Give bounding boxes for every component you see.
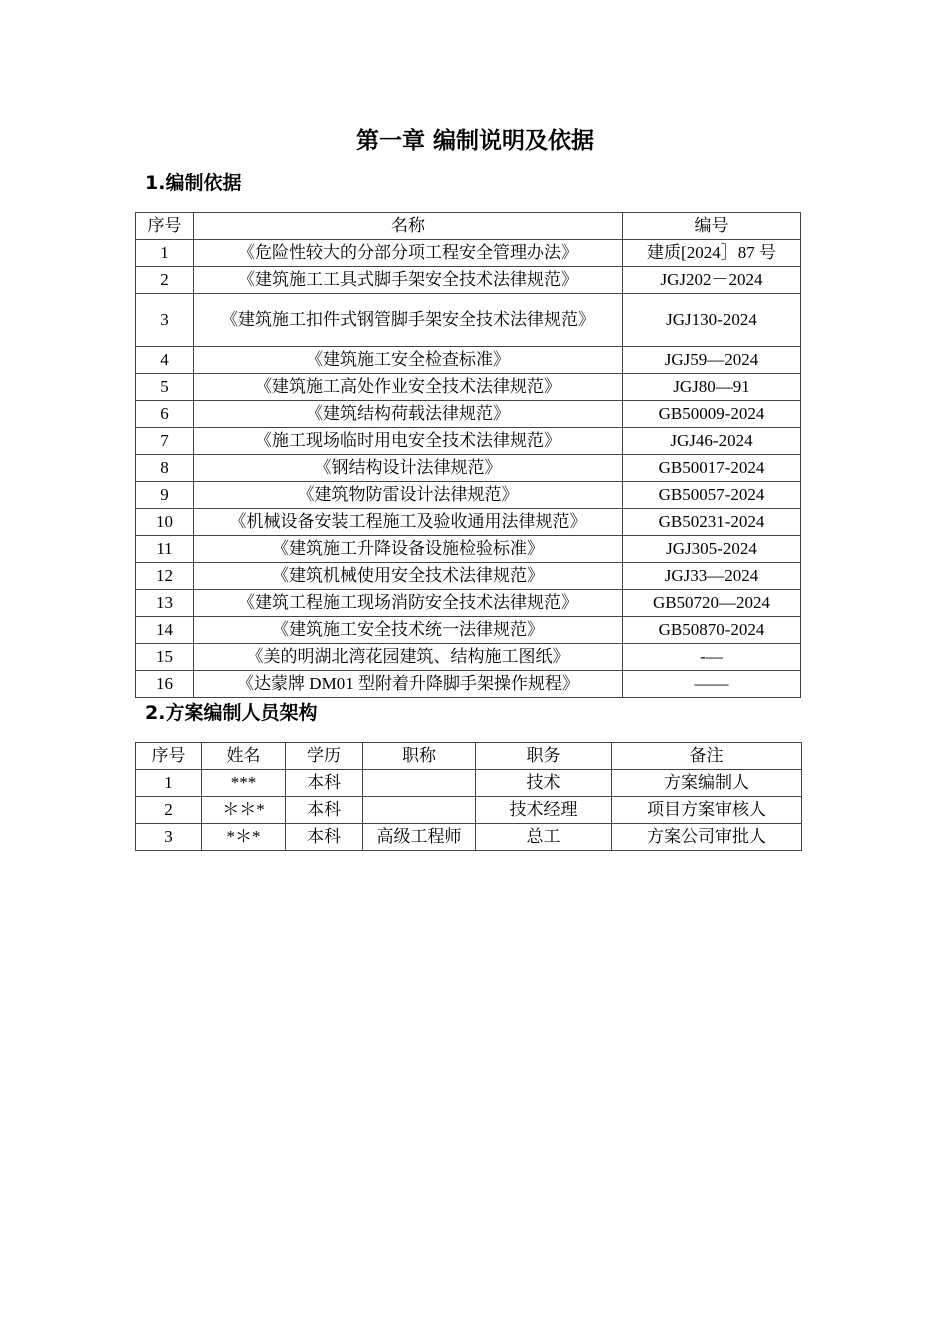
staff-table-cell — [363, 797, 476, 824]
basis-table-cell: GB50720—2024 — [623, 590, 801, 617]
section-heading-basis: 1.编制依据 — [145, 172, 242, 194]
basis-table-cell: 《建筑施工工具式脚手架安全技术法律规范》 — [194, 267, 623, 294]
basis-table-row — [136, 590, 801, 617]
basis-table-cell: 3 — [136, 294, 194, 347]
basis-table-row — [136, 536, 801, 563]
basis-table-cell: 7 — [136, 428, 194, 455]
staff-column-header: 备注 — [612, 743, 802, 770]
basis-table-cell: JGJ202－2024 — [623, 267, 801, 294]
staff-column-header: 职称 — [363, 743, 476, 770]
basis-table-cell: 建质[2024］87 号 — [623, 240, 801, 267]
staff-table-cell: 总工 — [476, 824, 612, 851]
staff-table-cell: 1 — [136, 770, 202, 797]
basis-table-cell: 《建筑施工安全检查标准》 — [194, 347, 623, 374]
staff-header-row — [136, 743, 802, 770]
staff-table-cell: 技术经理 — [476, 797, 612, 824]
staff-table-cell: *** — [202, 770, 286, 797]
staff-table-cell: 方案公司审批人 — [612, 824, 802, 851]
basis-table-row — [136, 294, 801, 347]
staff-table-cell: 本科 — [286, 824, 363, 851]
basis-table-cell: 《建筑施工安全技术统一法律规范》 — [194, 617, 623, 644]
staff-table-row — [136, 824, 802, 851]
staff-table-row — [136, 797, 802, 824]
basis-table-row — [136, 617, 801, 644]
basis-table-cell: 《建筑机械使用安全技术法律规范》 — [194, 563, 623, 590]
staff-table-cell: 高级工程师 — [363, 824, 476, 851]
staff-table — [135, 742, 802, 851]
basis-table-row — [136, 455, 801, 482]
section-heading-staff: 2.方案编制人员架构 — [145, 702, 318, 724]
staff-table-cell: ＊＊* — [202, 797, 286, 824]
basis-table-cell: 2 — [136, 267, 194, 294]
basis-table-cell: 9 — [136, 482, 194, 509]
staff-table-cell — [363, 770, 476, 797]
staff-column-header: 职务 — [476, 743, 612, 770]
staff-table-cell: 技术 — [476, 770, 612, 797]
basis-table-cell: GB50017-2024 — [623, 455, 801, 482]
basis-table-cell: 8 — [136, 455, 194, 482]
staff-column-header: 学历 — [286, 743, 363, 770]
staff-table-cell: 本科 — [286, 797, 363, 824]
basis-table-cell: JGJ46-2024 — [623, 428, 801, 455]
basis-table-cell: 《建筑结构荷载法律规范》 — [194, 401, 623, 428]
basis-table-row — [136, 428, 801, 455]
basis-table-row — [136, 374, 801, 401]
basis-column-header: 编号 — [623, 213, 801, 240]
basis-table-cell: 《机械设备安装工程施工及验收通用法律规范》 — [194, 509, 623, 536]
basis-table-cell: 《施工现场临时用电安全技术法律规范》 — [194, 428, 623, 455]
staff-table-cell: *＊* — [202, 824, 286, 851]
basis-table-cell: —— — [623, 671, 801, 698]
basis-table-row — [136, 563, 801, 590]
basis-table-cell: 14 — [136, 617, 194, 644]
basis-table-cell: 5 — [136, 374, 194, 401]
basis-table-cell: 《建筑工程施工现场消防安全技术法律规范》 — [194, 590, 623, 617]
basis-table-row — [136, 671, 801, 698]
basis-column-header: 名称 — [194, 213, 623, 240]
basis-table-cell: 《达蒙牌 DM01 型附着升降脚手架操作规程》 — [194, 671, 623, 698]
staff-table-cell: 3 — [136, 824, 202, 851]
basis-table-cell: JGJ80—91 — [623, 374, 801, 401]
basis-table-cell: 13 — [136, 590, 194, 617]
basis-table-cell: -— — [623, 644, 801, 671]
staff-table-cell: 本科 — [286, 770, 363, 797]
basis-table-cell: 《危险性较大的分部分项工程安全管理办法》 — [194, 240, 623, 267]
basis-table-cell: 16 — [136, 671, 194, 698]
staff-table-cell: 方案编制人 — [612, 770, 802, 797]
basis-table-cell: 15 — [136, 644, 194, 671]
basis-table-cell: 《美的明湖北湾花园建筑、结构施工图纸》 — [194, 644, 623, 671]
basis-table-cell: GB50870-2024 — [623, 617, 801, 644]
basis-table-cell: 6 — [136, 401, 194, 428]
basis-table-cell: GB50057-2024 — [623, 482, 801, 509]
page-title: 第一章 编制说明及依据 — [355, 128, 594, 154]
staff-table-cell: 2 — [136, 797, 202, 824]
basis-table-cell: GB50231-2024 — [623, 509, 801, 536]
staff-table-row — [136, 770, 802, 797]
basis-table-cell: JGJ130-2024 — [623, 294, 801, 347]
basis-table-row — [136, 401, 801, 428]
basis-table-cell: 10 — [136, 509, 194, 536]
basis-table-cell: 《建筑施工升降设备设施检验标准》 — [194, 536, 623, 563]
basis-table-cell: GB50009-2024 — [623, 401, 801, 428]
basis-table-row — [136, 240, 801, 267]
basis-table-row — [136, 644, 801, 671]
staff-column-header: 序号 — [136, 743, 202, 770]
staff-table-cell: 项目方案审核人 — [612, 797, 802, 824]
basis-table-row — [136, 347, 801, 374]
basis-table-row — [136, 509, 801, 536]
staff-column-header: 姓名 — [202, 743, 286, 770]
basis-table-cell: 12 — [136, 563, 194, 590]
basis-table-cell: JGJ33—2024 — [623, 563, 801, 590]
basis-table-row — [136, 267, 801, 294]
basis-table-cell: 4 — [136, 347, 194, 374]
basis-table-cell: JGJ59—2024 — [623, 347, 801, 374]
basis-table-cell: 1 — [136, 240, 194, 267]
basis-table-cell: 11 — [136, 536, 194, 563]
basis-table-cell: 《建筑物防雷设计法律规范》 — [194, 482, 623, 509]
basis-table-cell: JGJ305-2024 — [623, 536, 801, 563]
basis-header-row — [136, 213, 801, 240]
basis-table-cell: 《建筑施工高处作业安全技术法律规范》 — [194, 374, 623, 401]
basis-table — [135, 212, 801, 698]
basis-table-cell: 《建筑施工扣件式钢管脚手架安全技术法律规范》 — [194, 294, 623, 347]
basis-column-header: 序号 — [136, 213, 194, 240]
basis-table-cell: 《钢结构设计法律规范》 — [194, 455, 623, 482]
basis-table-row — [136, 482, 801, 509]
